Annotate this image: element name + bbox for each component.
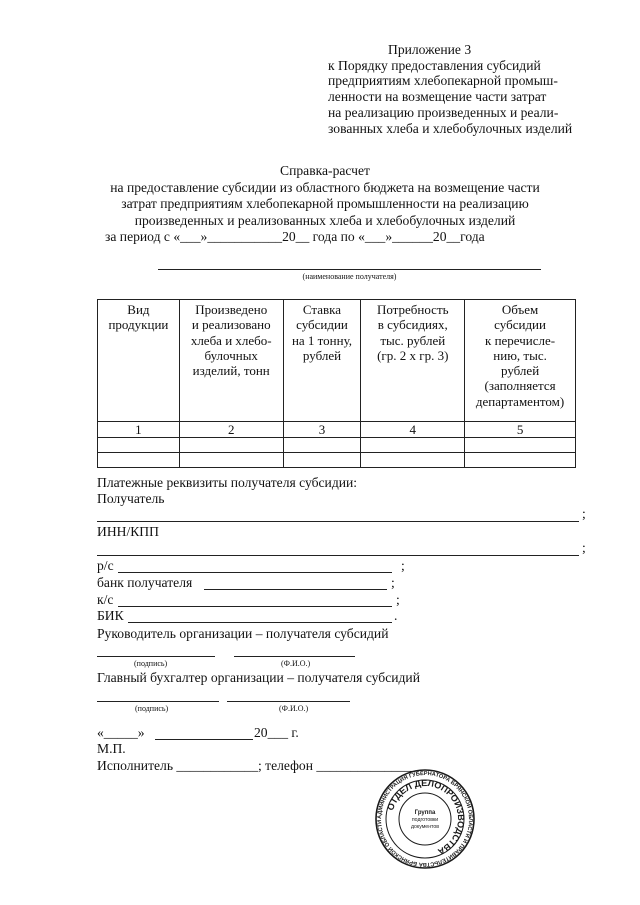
stamp-dept-text: ОТДЕЛ ДЕЛОПРОИЗВОДСТВА xyxy=(385,777,467,857)
semicolon: ; xyxy=(582,506,586,521)
requisites-heading: Платежные реквизиты получателя субсидии: xyxy=(97,475,358,490)
stamp-center-line: подготовки xyxy=(411,817,439,823)
corr-account-label: к/с xyxy=(97,592,114,607)
semicolon: ; xyxy=(401,558,405,573)
column-number-row xyxy=(98,422,576,438)
semicolon: ; xyxy=(396,592,400,607)
bank-label: банк получателя xyxy=(97,575,193,590)
header-line: продукции xyxy=(108,317,169,333)
header-line: изделий, тонн xyxy=(192,363,270,379)
annex-title: Приложение 3 xyxy=(388,42,472,57)
recipient-name-line xyxy=(158,269,541,270)
annex-line: на реализацию произведенных и реали- xyxy=(328,104,559,120)
header-line: Вид xyxy=(127,302,150,317)
table-cell[interactable] xyxy=(465,453,576,468)
name-caption: (Ф.И.О.) xyxy=(279,704,309,713)
annex-line: предприятиям хлебопекарной промыш- xyxy=(328,73,558,89)
header-line: рублей xyxy=(500,363,540,379)
calculation-table xyxy=(97,299,576,468)
dot: . xyxy=(394,608,398,623)
stamp-center-line: документов xyxy=(410,824,440,830)
accountant-signature-field[interactable] xyxy=(97,701,219,702)
header-produced-tons xyxy=(179,300,283,422)
date-day: «_____» xyxy=(97,725,145,740)
table-cell[interactable] xyxy=(361,453,465,468)
header-line: нию, тыс. xyxy=(493,347,547,363)
header-volume xyxy=(465,300,576,422)
semicolon: ; xyxy=(391,575,395,590)
accountant-name-field[interactable] xyxy=(227,701,350,702)
semicolon: ; xyxy=(582,540,586,555)
table-cell[interactable] xyxy=(179,453,283,468)
header-line: тыс. рублей xyxy=(380,332,446,348)
recipient-field[interactable] xyxy=(97,521,579,522)
date-year: 20___ г. xyxy=(254,725,299,740)
header-line: департаментом) xyxy=(475,393,565,409)
annex-line: ленности на возмещение части затрат xyxy=(328,89,547,105)
name-caption: (Ф.И.О.) xyxy=(281,659,311,668)
account-field[interactable] xyxy=(118,572,392,573)
table-cell[interactable] xyxy=(283,438,361,453)
table-cell[interactable] xyxy=(179,438,283,453)
account-label: р/с xyxy=(97,558,114,573)
header-line: Ставка xyxy=(302,302,342,317)
header-need xyxy=(361,300,465,422)
doc-heading: Справка-расчет xyxy=(280,163,370,178)
head-name-field[interactable] xyxy=(234,656,355,657)
header-line: на 1 тонну, xyxy=(291,332,353,348)
table-row xyxy=(98,453,576,468)
header-line: (заполняется xyxy=(484,378,556,394)
doc-title-line: на предоставление субсидии из областного бюджета на возмещение части xyxy=(110,179,540,195)
table-cell[interactable] xyxy=(98,438,180,453)
header-line: субсидии xyxy=(296,317,348,333)
table-header-row xyxy=(98,300,576,422)
recipient-label: Получатель xyxy=(97,491,165,506)
date-month-field[interactable] xyxy=(155,739,253,740)
doc-title-line: произведенных и реализованных хлеба и хлебобулочных изделий xyxy=(134,212,516,228)
column-number: 4 xyxy=(361,422,465,438)
header-line: Произведено xyxy=(195,302,268,317)
table-row xyxy=(98,438,576,453)
bik-field[interactable] xyxy=(128,622,392,623)
stamp-center-line: Группа xyxy=(414,810,436,816)
recipient-caption: (наименование получателя) xyxy=(302,272,397,281)
column-number: 1 xyxy=(98,422,180,438)
header-line: и реализовано xyxy=(191,317,271,333)
stamp-graphic xyxy=(374,768,476,870)
table-cell[interactable] xyxy=(283,453,361,468)
header-product-type xyxy=(98,300,180,422)
header-line: Объем xyxy=(501,302,539,317)
annex-line: к Порядку предоставления субсидий xyxy=(328,57,541,73)
table-cell[interactable] xyxy=(361,438,465,453)
annex-header xyxy=(328,42,628,136)
corr-account-field[interactable] xyxy=(118,606,392,607)
header-line: булочных xyxy=(204,347,258,363)
head-label: Руководитель организации – получателя субсидий xyxy=(97,626,389,641)
stamp-outer-text: АДМИНИСТРАЦИЯ ГУБЕРНАТОРА БРЯНСКОЙ ОБЛАСТИ И ПРАВИТЕЛЬСТВА БРЯНСКОЙ ОБЛАСТИ xyxy=(376,770,474,868)
header-line: хлеба и хлебо- xyxy=(190,332,272,348)
sign-caption: (подпись) xyxy=(134,659,168,668)
head-signature-field[interactable] xyxy=(97,656,215,657)
sign-caption: (подпись) xyxy=(135,704,169,713)
header-line: (гр. 2 х гр. 3) xyxy=(377,347,449,363)
header-line: Потребность xyxy=(376,302,449,317)
official-stamp xyxy=(374,768,476,870)
column-number: 5 xyxy=(465,422,576,438)
header-line: рублей xyxy=(302,347,342,363)
document-title xyxy=(90,163,560,229)
header-line: субсидии xyxy=(494,317,546,333)
inn-field[interactable] xyxy=(97,555,579,556)
table-cell[interactable] xyxy=(465,438,576,453)
column-number: 2 xyxy=(179,422,283,438)
table-cell[interactable] xyxy=(98,453,180,468)
header-line: в субсидиях, xyxy=(377,317,448,333)
header-rate xyxy=(283,300,361,422)
doc-title-line: затрат предприятиям хлебопекарной промышленности на реализацию xyxy=(121,196,529,211)
annex-line: зованных хлеба и хлебобулочных изделий xyxy=(328,120,573,136)
accountant-label: Главный бухгалтер организации – получателя субсидий xyxy=(97,670,420,685)
bank-field[interactable] xyxy=(204,589,387,590)
inn-label: ИНН/КПП xyxy=(97,524,159,539)
bik-label: БИК xyxy=(97,608,124,623)
seal-place: М.П. xyxy=(97,741,126,756)
executor-line: Исполнитель ____________; телефон _______________ xyxy=(97,758,419,773)
header-line: к перечисле- xyxy=(485,332,556,348)
period-line: за период с «___»___________20__ года по «___»______20__года xyxy=(105,229,485,244)
column-number: 3 xyxy=(283,422,361,438)
